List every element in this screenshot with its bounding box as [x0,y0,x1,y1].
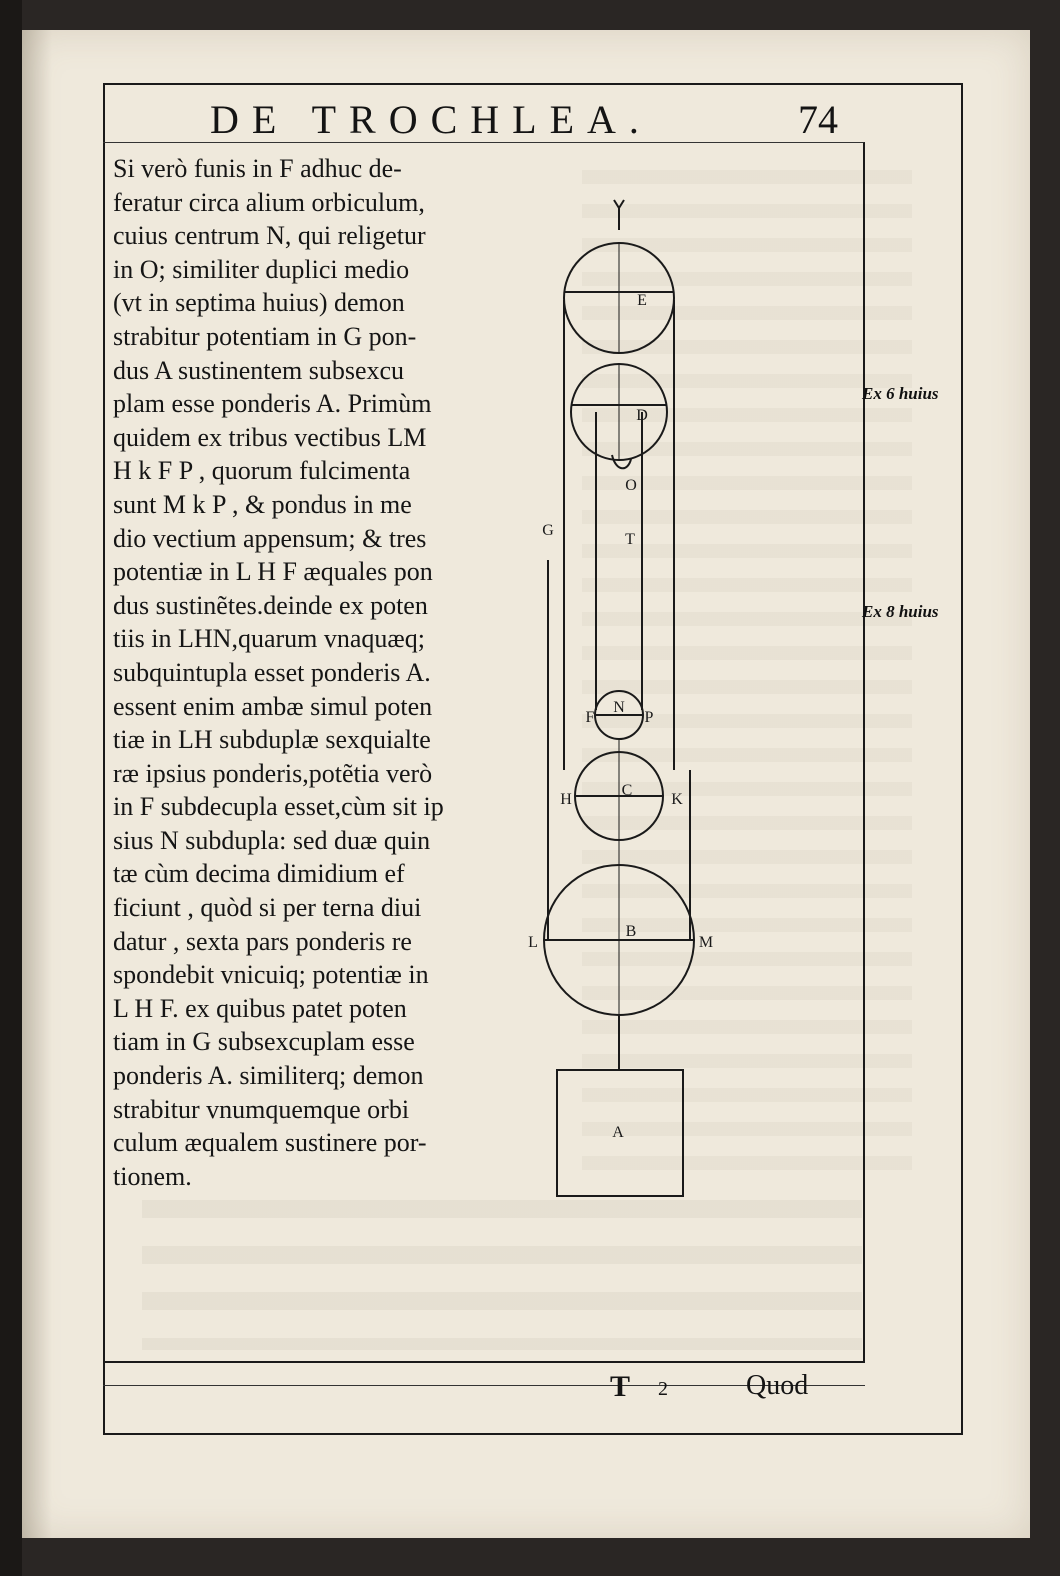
text-line: ficiunt , quòd si per terna diui [113,893,422,923]
text-line: sunt M k P , & pondus in me [113,489,412,519]
text-line: tiam in G subsexcuplam esse [113,1027,415,1057]
label-f: F [585,709,595,726]
margin-note-2: Ex 8 huius [862,602,939,621]
text-line: L H F. ex quibus patet poten [113,993,407,1023]
text-line: dus A sustinentem subsexcu [113,355,405,385]
scan-background [0,0,22,1576]
signature-number: 2 [658,1378,668,1400]
text-line: strabitur vnumquemque orbi [113,1094,410,1124]
label-e: E [637,292,647,309]
running-title: DE TROCHLEA. [210,97,652,142]
text-line: H k F P , quorum fulcimenta [113,456,411,486]
text-line: in O; similiter duplici medio [113,254,410,284]
text-line: dus sustinẽtes.deinde ex poten [113,590,428,620]
text-line: essent enim ambæ simul poten [113,691,433,721]
text-line: (vt in septima huius) demon [113,288,405,318]
text-line: strabitur potentiam in G pon- [113,321,417,351]
label-d: D [636,407,648,424]
text-line: spondebit vnicuiq; potentiæ in [113,960,429,990]
text-line: ræ ipsius ponderis,potẽtia verò [113,758,433,788]
text-line: subquintupla esset ponderis A. [113,657,431,687]
text-line: feratur circa alium orbiculum, [113,187,425,217]
label-n: N [613,699,625,716]
label-b: B [625,923,637,940]
text-line: cuius centrum N, qui religetur [113,221,426,251]
label-o: O [625,477,637,494]
label-k: K [671,791,683,808]
page-number: 74 [798,97,838,142]
text-line: tiæ in LH subduplæ sexquialte [113,725,431,755]
text-line: Si verò funis in F adhuc de- [113,154,402,183]
text-line: plam esse ponderis A. Primùm [113,389,432,419]
top-hook [614,200,624,230]
label-a: A [612,1124,624,1141]
text-line: datur , sexta pars ponderis re [113,926,412,956]
label-m: M [698,934,714,951]
text-line: sius N subdupla: sed duæ quin [113,825,431,855]
label-t: T [625,531,635,548]
signature-mark: T [610,1370,631,1403]
text-line: culum æqualem sustinere por- [113,1128,427,1158]
text-line: tionem. [113,1161,192,1191]
text-line: dio vectium appensum; & tres [113,523,427,553]
label-h: H [560,791,572,808]
label-c: C [621,782,633,799]
pulley-diagram [490,150,760,1210]
label-l: L [528,934,538,951]
margin-note-1: Ex 6 huius [862,384,939,403]
catchword: Quod [746,1370,809,1401]
text-line: in F subdecupla esset,cùm sit ip [113,792,444,822]
label-g: G [542,522,554,539]
text-line: quidem ex tribus vectibus LM [113,422,427,452]
text-line: ponderis A. similiterq; demon [113,1061,424,1091]
body-text [113,152,473,1193]
book-page [22,30,1030,1538]
text-line: tiis in LHN,quarum vnaquæq; [113,624,425,654]
label-p: P [644,709,654,726]
text-line: tæ cùm decima dimidium ef [113,859,405,889]
text-line: potentiæ in L H F æquales pon [113,557,433,587]
hook-o [612,455,631,468]
page-gutter-shadow [22,30,52,1538]
